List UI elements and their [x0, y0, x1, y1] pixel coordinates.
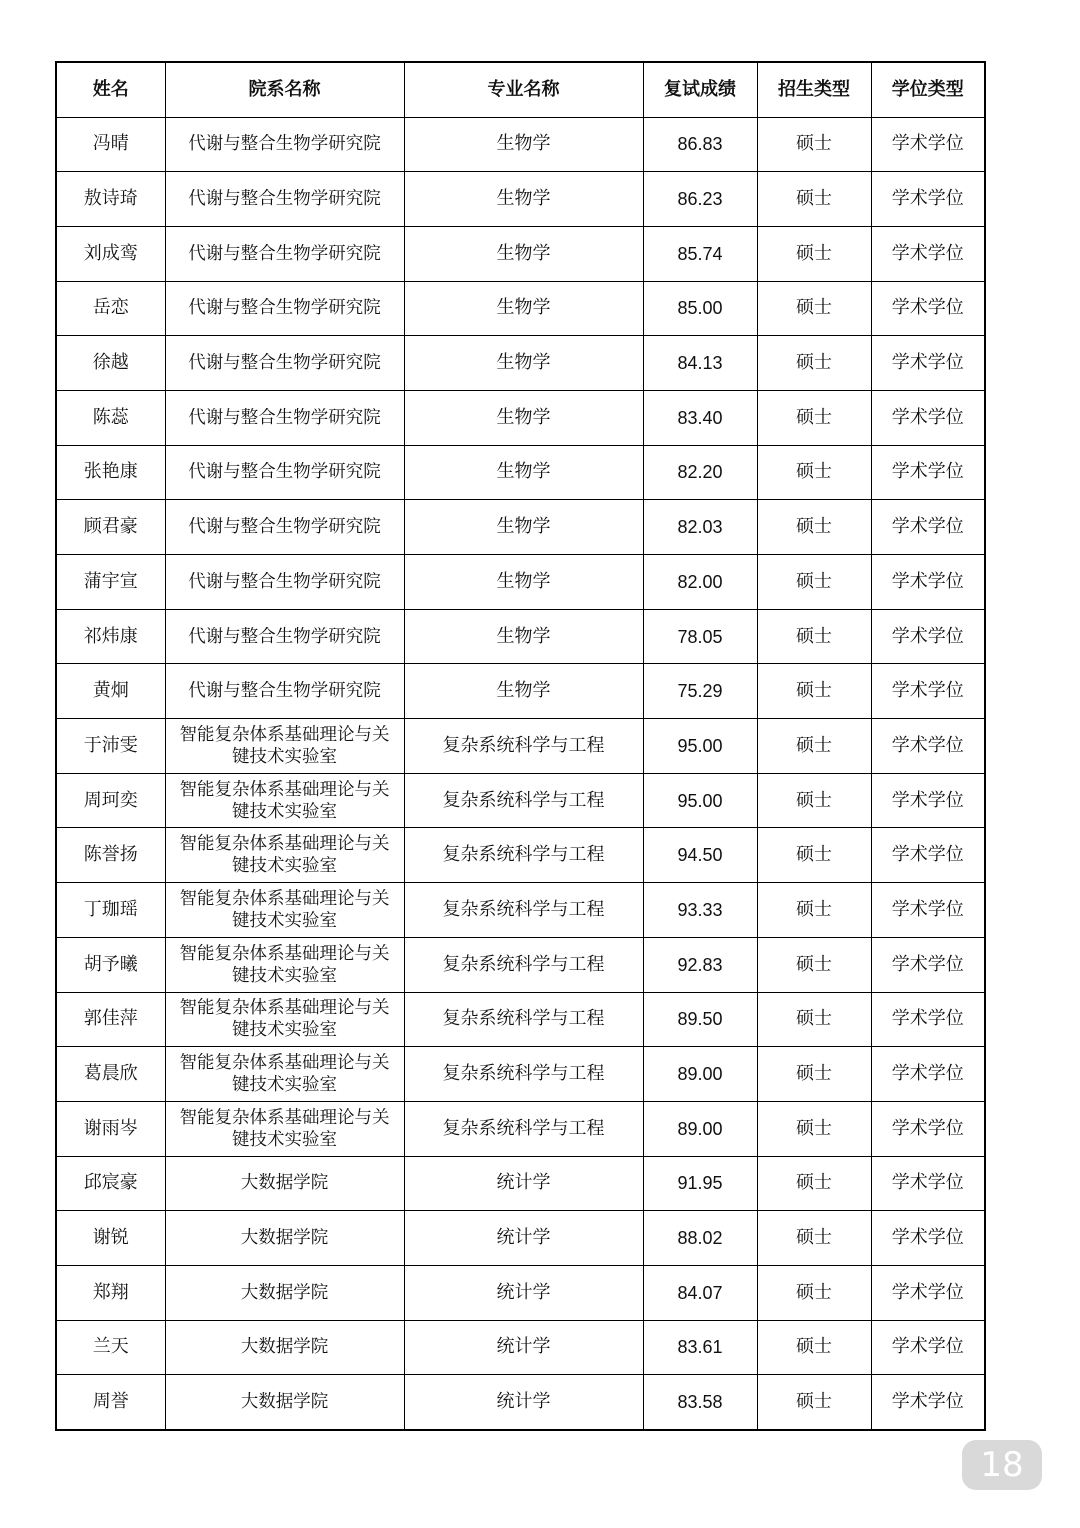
cell-department: 代谢与整合生物学研究院 — [165, 445, 404, 500]
table-row — [56, 445, 985, 500]
cell-major: 生物学 — [404, 445, 643, 500]
cell-enrollment-type: 硕士 — [757, 117, 871, 172]
table-row — [56, 226, 985, 281]
cell-major: 复杂系统科学与工程 — [404, 1101, 643, 1156]
cell-degree-type: 学术学位 — [871, 172, 985, 227]
cell-degree-type: 学术学位 — [871, 336, 985, 391]
cell-degree-type: 学术学位 — [871, 609, 985, 664]
cell-department: 代谢与整合生物学研究院 — [165, 664, 404, 719]
cell-degree-type: 学术学位 — [871, 1047, 985, 1102]
cell-major: 生物学 — [404, 555, 643, 610]
cell-major: 生物学 — [404, 390, 643, 445]
cell-department: 智能复杂体系基础理论与关键技术实验室 — [165, 883, 404, 938]
cell-major: 生物学 — [404, 281, 643, 336]
table-body — [56, 117, 985, 1430]
cell-enrollment-type: 硕士 — [757, 172, 871, 227]
cell-name: 黄炯 — [56, 664, 165, 719]
cell-degree-type: 学术学位 — [871, 281, 985, 336]
cell-score: 91.95 — [643, 1156, 757, 1211]
cell-department: 智能复杂体系基础理论与关键技术实验室 — [165, 1101, 404, 1156]
table-row — [56, 883, 985, 938]
cell-enrollment-type: 硕士 — [757, 226, 871, 281]
cell-degree-type: 学术学位 — [871, 773, 985, 828]
admission-results-table — [55, 61, 986, 1431]
cell-enrollment-type: 硕士 — [757, 937, 871, 992]
cell-score: 75.29 — [643, 664, 757, 719]
cell-department: 智能复杂体系基础理论与关键技术实验室 — [165, 937, 404, 992]
cell-score: 86.23 — [643, 172, 757, 227]
table-row — [56, 1265, 985, 1320]
cell-name: 邱宸豪 — [56, 1156, 165, 1211]
cell-major: 生物学 — [404, 226, 643, 281]
table-row — [56, 117, 985, 172]
cell-degree-type: 学术学位 — [871, 1101, 985, 1156]
cell-score: 85.00 — [643, 281, 757, 336]
cell-degree-type: 学术学位 — [871, 390, 985, 445]
cell-enrollment-type: 硕士 — [757, 1156, 871, 1211]
cell-enrollment-type: 硕士 — [757, 664, 871, 719]
cell-enrollment-type: 硕士 — [757, 336, 871, 391]
table-row — [56, 1375, 985, 1430]
cell-enrollment-type: 硕士 — [757, 281, 871, 336]
cell-name: 郭佳萍 — [56, 992, 165, 1047]
cell-name: 刘成鸾 — [56, 226, 165, 281]
cell-enrollment-type: 硕士 — [757, 828, 871, 883]
cell-degree-type: 学术学位 — [871, 937, 985, 992]
cell-score: 94.50 — [643, 828, 757, 883]
cell-department: 智能复杂体系基础理论与关键技术实验室 — [165, 773, 404, 828]
cell-enrollment-type: 硕士 — [757, 500, 871, 555]
cell-score: 93.33 — [643, 883, 757, 938]
table-row — [56, 1047, 985, 1102]
table-row — [56, 390, 985, 445]
cell-name: 岳恋 — [56, 281, 165, 336]
table-row — [56, 937, 985, 992]
cell-department: 智能复杂体系基础理论与关键技术实验室 — [165, 992, 404, 1047]
cell-score: 95.00 — [643, 773, 757, 828]
cell-score: 86.83 — [643, 117, 757, 172]
cell-name: 谢锐 — [56, 1211, 165, 1266]
table-row — [56, 172, 985, 227]
cell-name: 周珂奕 — [56, 773, 165, 828]
cell-enrollment-type: 硕士 — [757, 1101, 871, 1156]
cell-score: 82.20 — [643, 445, 757, 500]
cell-degree-type: 学术学位 — [871, 1156, 985, 1211]
cell-major: 统计学 — [404, 1265, 643, 1320]
cell-name: 丁珈瑶 — [56, 883, 165, 938]
cell-name: 胡予曦 — [56, 937, 165, 992]
cell-major: 统计学 — [404, 1375, 643, 1430]
cell-name: 张艳康 — [56, 445, 165, 500]
cell-department: 大数据学院 — [165, 1265, 404, 1320]
cell-department: 代谢与整合生物学研究院 — [165, 609, 404, 664]
cell-name: 陈誉扬 — [56, 828, 165, 883]
cell-name: 周誉 — [56, 1375, 165, 1430]
cell-department: 大数据学院 — [165, 1156, 404, 1211]
cell-department: 代谢与整合生物学研究院 — [165, 281, 404, 336]
cell-major: 生物学 — [404, 336, 643, 391]
cell-degree-type: 学术学位 — [871, 719, 985, 774]
cell-name: 葛晨欣 — [56, 1047, 165, 1102]
header-major: 专业名称 — [404, 62, 643, 117]
cell-degree-type: 学术学位 — [871, 500, 985, 555]
cell-score: 88.02 — [643, 1211, 757, 1266]
cell-name: 陈蕊 — [56, 390, 165, 445]
table-row — [56, 281, 985, 336]
table-row — [56, 664, 985, 719]
table-row — [56, 1211, 985, 1266]
cell-score: 89.50 — [643, 992, 757, 1047]
cell-name: 敖诗琦 — [56, 172, 165, 227]
cell-major: 复杂系统科学与工程 — [404, 937, 643, 992]
cell-name: 蒲宇宣 — [56, 555, 165, 610]
cell-major: 统计学 — [404, 1156, 643, 1211]
table-row — [56, 609, 985, 664]
cell-degree-type: 学术学位 — [871, 883, 985, 938]
cell-department: 代谢与整合生物学研究院 — [165, 390, 404, 445]
cell-enrollment-type: 硕士 — [757, 555, 871, 610]
cell-score: 89.00 — [643, 1101, 757, 1156]
page-number-badge: 18 — [962, 1440, 1042, 1490]
cell-score: 92.83 — [643, 937, 757, 992]
cell-degree-type: 学术学位 — [871, 555, 985, 610]
cell-major: 生物学 — [404, 172, 643, 227]
cell-department: 智能复杂体系基础理论与关键技术实验室 — [165, 828, 404, 883]
cell-department: 代谢与整合生物学研究院 — [165, 500, 404, 555]
cell-major: 复杂系统科学与工程 — [404, 719, 643, 774]
cell-major: 复杂系统科学与工程 — [404, 773, 643, 828]
cell-score: 84.13 — [643, 336, 757, 391]
header-degree-type: 学位类型 — [871, 62, 985, 117]
cell-major: 生物学 — [404, 609, 643, 664]
cell-score: 83.61 — [643, 1320, 757, 1375]
cell-enrollment-type: 硕士 — [757, 445, 871, 500]
cell-enrollment-type: 硕士 — [757, 1211, 871, 1266]
header-department: 院系名称 — [165, 62, 404, 117]
cell-degree-type: 学术学位 — [871, 117, 985, 172]
cell-major: 复杂系统科学与工程 — [404, 1047, 643, 1102]
table-row — [56, 773, 985, 828]
cell-name: 于沛雯 — [56, 719, 165, 774]
cell-score: 82.03 — [643, 500, 757, 555]
cell-name: 谢雨岑 — [56, 1101, 165, 1156]
cell-name: 顾君豪 — [56, 500, 165, 555]
cell-major: 统计学 — [404, 1320, 643, 1375]
cell-score: 78.05 — [643, 609, 757, 664]
cell-department: 智能复杂体系基础理论与关键技术实验室 — [165, 719, 404, 774]
cell-department: 大数据学院 — [165, 1211, 404, 1266]
cell-department: 代谢与整合生物学研究院 — [165, 117, 404, 172]
cell-degree-type: 学术学位 — [871, 226, 985, 281]
cell-enrollment-type: 硕士 — [757, 719, 871, 774]
header-enrollment-type: 招生类型 — [757, 62, 871, 117]
cell-score: 84.07 — [643, 1265, 757, 1320]
table-row — [56, 992, 985, 1047]
table-header-row — [56, 62, 985, 117]
cell-degree-type: 学术学位 — [871, 1375, 985, 1430]
cell-major: 生物学 — [404, 117, 643, 172]
cell-degree-type: 学术学位 — [871, 1265, 985, 1320]
table-row — [56, 336, 985, 391]
cell-degree-type: 学术学位 — [871, 828, 985, 883]
cell-department: 代谢与整合生物学研究院 — [165, 226, 404, 281]
cell-enrollment-type: 硕士 — [757, 773, 871, 828]
cell-enrollment-type: 硕士 — [757, 1265, 871, 1320]
table-row — [56, 719, 985, 774]
cell-department: 代谢与整合生物学研究院 — [165, 172, 404, 227]
cell-department: 大数据学院 — [165, 1375, 404, 1430]
cell-name: 祁炜康 — [56, 609, 165, 664]
cell-name: 郑翔 — [56, 1265, 165, 1320]
cell-department: 大数据学院 — [165, 1320, 404, 1375]
cell-name: 徐越 — [56, 336, 165, 391]
cell-name: 兰天 — [56, 1320, 165, 1375]
cell-degree-type: 学术学位 — [871, 1320, 985, 1375]
cell-score: 83.40 — [643, 390, 757, 445]
table-row — [56, 1101, 985, 1156]
header-retest-score: 复试成绩 — [643, 62, 757, 117]
cell-score: 89.00 — [643, 1047, 757, 1102]
cell-department: 智能复杂体系基础理论与关键技术实验室 — [165, 1047, 404, 1102]
cell-score: 83.58 — [643, 1375, 757, 1430]
table-row — [56, 828, 985, 883]
cell-score: 95.00 — [643, 719, 757, 774]
cell-major: 复杂系统科学与工程 — [404, 828, 643, 883]
cell-degree-type: 学术学位 — [871, 664, 985, 719]
cell-major: 统计学 — [404, 1211, 643, 1266]
cell-name: 冯晴 — [56, 117, 165, 172]
cell-enrollment-type: 硕士 — [757, 1320, 871, 1375]
cell-enrollment-type: 硕士 — [757, 1047, 871, 1102]
cell-department: 代谢与整合生物学研究院 — [165, 336, 404, 391]
cell-enrollment-type: 硕士 — [757, 992, 871, 1047]
cell-enrollment-type: 硕士 — [757, 883, 871, 938]
cell-major: 生物学 — [404, 664, 643, 719]
cell-department: 代谢与整合生物学研究院 — [165, 555, 404, 610]
cell-major: 复杂系统科学与工程 — [404, 883, 643, 938]
cell-major: 复杂系统科学与工程 — [404, 992, 643, 1047]
cell-major: 生物学 — [404, 500, 643, 555]
header-name: 姓名 — [56, 62, 165, 117]
table-row — [56, 500, 985, 555]
cell-score: 85.74 — [643, 226, 757, 281]
table-row — [56, 1156, 985, 1211]
cell-score: 82.00 — [643, 555, 757, 610]
cell-degree-type: 学术学位 — [871, 1211, 985, 1266]
cell-enrollment-type: 硕士 — [757, 1375, 871, 1430]
cell-enrollment-type: 硕士 — [757, 609, 871, 664]
table-row — [56, 555, 985, 610]
cell-enrollment-type: 硕士 — [757, 390, 871, 445]
table-row — [56, 1320, 985, 1375]
cell-degree-type: 学术学位 — [871, 992, 985, 1047]
cell-degree-type: 学术学位 — [871, 445, 985, 500]
